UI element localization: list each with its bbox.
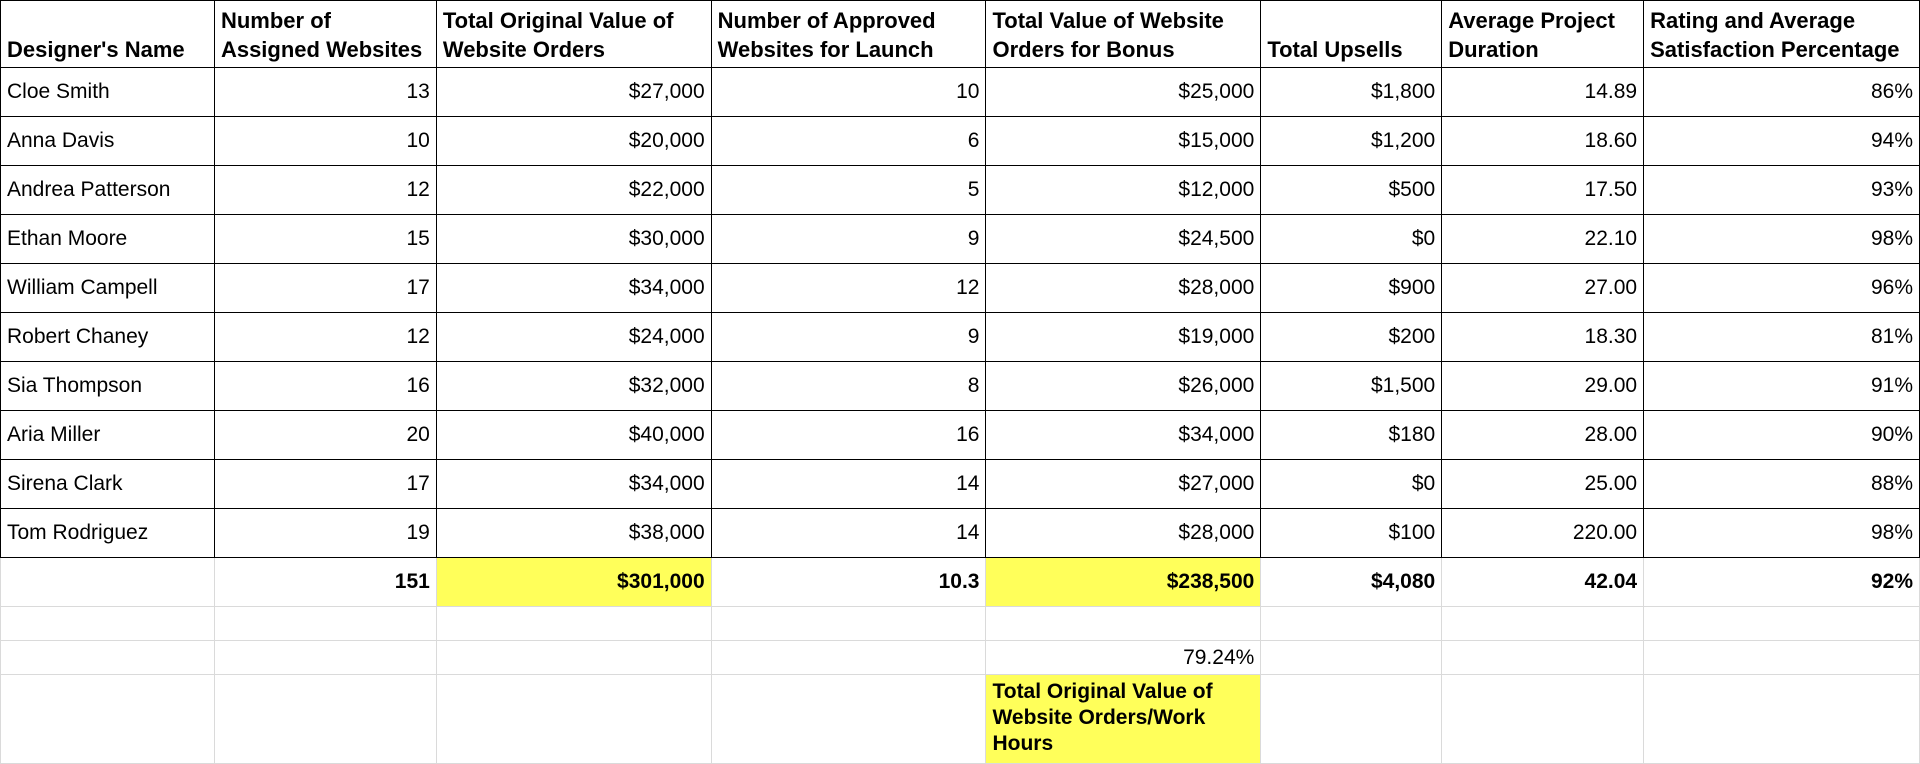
empty-cell[interactable] — [711, 675, 986, 764]
header-approved-websites[interactable]: Number of Approved Websites for Launch — [711, 1, 986, 68]
cell-bonus-value[interactable]: $34,000 — [986, 411, 1261, 460]
empty-cell[interactable] — [1644, 675, 1920, 764]
cell-total-upsells[interactable]: $180 — [1261, 411, 1442, 460]
table-row — [1, 313, 1920, 362]
cell-approved-websites[interactable]: 8 — [711, 362, 986, 411]
cell-avg-duration[interactable]: 22.10 — [1442, 215, 1644, 264]
header-row — [1, 1, 1920, 68]
cell-total-upsells[interactable]: $200 — [1261, 313, 1442, 362]
cell-approved-websites[interactable]: 10 — [711, 68, 986, 117]
total-assigned-websites[interactable]: 151 — [214, 558, 436, 607]
table-row — [1, 362, 1920, 411]
cell-assigned-websites[interactable]: 15 — [214, 215, 436, 264]
cell-assigned-websites[interactable]: 13 — [214, 68, 436, 117]
cell-satisfaction[interactable]: 98% — [1644, 509, 1920, 558]
cell-avg-duration[interactable]: 28.00 — [1442, 411, 1644, 460]
cell-total-upsells[interactable]: $500 — [1261, 166, 1442, 215]
cell-avg-duration[interactable]: 14.89 — [1442, 68, 1644, 117]
table-row — [1, 117, 1920, 166]
cell-designer-name[interactable]: Aria Miller — [1, 411, 215, 460]
cell-bonus-value[interactable]: $26,000 — [986, 362, 1261, 411]
cell-designer-name[interactable]: Cloe Smith — [1, 68, 215, 117]
cell-assigned-websites[interactable]: 16 — [214, 362, 436, 411]
cell-assigned-websites[interactable]: 10 — [214, 117, 436, 166]
cell-original-value[interactable]: $27,000 — [436, 68, 711, 117]
cell-designer-name[interactable]: Anna Davis — [1, 117, 215, 166]
cell-bonus-value[interactable]: $19,000 — [986, 313, 1261, 362]
cell-approved-websites[interactable]: 12 — [711, 264, 986, 313]
table-row — [1, 166, 1920, 215]
cell-assigned-websites[interactable]: 12 — [214, 313, 436, 362]
cell-assigned-websites[interactable]: 20 — [214, 411, 436, 460]
empty-cell[interactable] — [436, 641, 711, 675]
ratio-label-cell[interactable]: Total Original Value of Website Orders/Work Hours — [986, 675, 1261, 764]
cell-original-value[interactable]: $32,000 — [436, 362, 711, 411]
header-original-value[interactable]: Total Original Value of Website Orders — [436, 1, 711, 68]
cell-approved-websites[interactable]: 5 — [711, 166, 986, 215]
empty-cell[interactable] — [1644, 641, 1920, 675]
cell-assigned-websites[interactable]: 12 — [214, 166, 436, 215]
cell-original-value[interactable]: $30,000 — [436, 215, 711, 264]
cell-avg-duration[interactable]: 29.00 — [1442, 362, 1644, 411]
cell-avg-duration[interactable]: 18.30 — [1442, 313, 1644, 362]
cell-designer-name[interactable]: William Campell — [1, 264, 215, 313]
cell-designer-name[interactable]: Tom Rodriguez — [1, 509, 215, 558]
cell-avg-duration[interactable]: 18.60 — [1442, 117, 1644, 166]
cell-satisfaction[interactable]: 88% — [1644, 460, 1920, 509]
total-label-cell[interactable] — [1, 558, 215, 607]
empty-cell[interactable] — [436, 675, 711, 764]
cell-designer-name[interactable]: Robert Chaney — [1, 313, 215, 362]
table-row — [1, 460, 1920, 509]
table-row — [1, 509, 1920, 558]
cell-total-upsells[interactable]: $0 — [1261, 460, 1442, 509]
empty-cell[interactable] — [214, 675, 436, 764]
cell-satisfaction[interactable]: 93% — [1644, 166, 1920, 215]
empty-cell[interactable] — [711, 607, 986, 641]
cell-approved-websites[interactable]: 16 — [711, 411, 986, 460]
header-satisfaction[interactable]: Rating and Average Satisfaction Percentage — [1644, 1, 1920, 68]
cell-approved-websites[interactable]: 6 — [711, 117, 986, 166]
cell-original-value[interactable]: $38,000 — [436, 509, 711, 558]
empty-cell[interactable] — [436, 607, 711, 641]
cell-total-upsells[interactable]: $100 — [1261, 509, 1442, 558]
empty-row — [1, 607, 1920, 641]
empty-cell[interactable] — [1442, 641, 1644, 675]
total-upsells[interactable]: $4,080 — [1261, 558, 1442, 607]
cell-original-value[interactable]: $24,000 — [436, 313, 711, 362]
cell-total-upsells[interactable]: $1,500 — [1261, 362, 1442, 411]
empty-cell[interactable] — [214, 641, 436, 675]
cell-avg-duration[interactable]: 220.00 — [1442, 509, 1644, 558]
header-designer-name[interactable]: Designer's Name — [1, 1, 215, 68]
cell-total-upsells[interactable]: $0 — [1261, 215, 1442, 264]
empty-cell[interactable] — [214, 607, 436, 641]
cell-designer-name[interactable]: Sirena Clark — [1, 460, 215, 509]
empty-cell[interactable] — [1, 607, 215, 641]
cell-approved-websites[interactable]: 9 — [711, 215, 986, 264]
cell-bonus-value[interactable]: $24,500 — [986, 215, 1261, 264]
cell-assigned-websites[interactable]: 17 — [214, 264, 436, 313]
total-original-value[interactable]: $301,000 — [436, 558, 711, 607]
empty-cell[interactable] — [986, 607, 1261, 641]
empty-cell[interactable] — [1261, 675, 1442, 764]
cell-satisfaction[interactable]: 90% — [1644, 411, 1920, 460]
cell-satisfaction[interactable]: 96% — [1644, 264, 1920, 313]
cell-total-upsells[interactable]: $1,800 — [1261, 68, 1442, 117]
cell-satisfaction[interactable]: 91% — [1644, 362, 1920, 411]
cell-total-upsells[interactable]: $1,200 — [1261, 117, 1442, 166]
cell-bonus-value[interactable]: $12,000 — [986, 166, 1261, 215]
header-total-upsells[interactable]: Total Upsells — [1261, 1, 1442, 68]
cell-satisfaction[interactable]: 98% — [1644, 215, 1920, 264]
cell-avg-duration[interactable]: 25.00 — [1442, 460, 1644, 509]
header-avg-duration[interactable]: Average Project Duration — [1442, 1, 1644, 68]
table-row — [1, 411, 1920, 460]
total-satisfaction[interactable]: 92% — [1644, 558, 1920, 607]
ratio-label-row — [1, 675, 1920, 764]
cell-original-value[interactable]: $20,000 — [436, 117, 711, 166]
totals-row — [1, 558, 1920, 607]
cell-total-upsells[interactable]: $900 — [1261, 264, 1442, 313]
empty-cell[interactable] — [1, 641, 215, 675]
empty-cell[interactable] — [1644, 607, 1920, 641]
cell-avg-duration[interactable]: 27.00 — [1442, 264, 1644, 313]
cell-designer-name[interactable]: Ethan Moore — [1, 215, 215, 264]
cell-bonus-value[interactable]: $27,000 — [986, 460, 1261, 509]
cell-bonus-value[interactable]: $25,000 — [986, 68, 1261, 117]
cell-assigned-websites[interactable]: 19 — [214, 509, 436, 558]
empty-cell[interactable] — [1, 675, 215, 764]
total-approved-websites[interactable]: 10.3 — [711, 558, 986, 607]
empty-cell[interactable] — [1442, 675, 1644, 764]
header-bonus-value[interactable]: Total Value of Website Orders for Bonus — [986, 1, 1261, 68]
cell-original-value[interactable]: $34,000 — [436, 264, 711, 313]
cell-bonus-value[interactable]: $28,000 — [986, 509, 1261, 558]
cell-approved-websites[interactable]: 14 — [711, 509, 986, 558]
total-avg-duration[interactable]: 42.04 — [1442, 558, 1644, 607]
table-row — [1, 264, 1920, 313]
cell-original-value[interactable]: $22,000 — [436, 166, 711, 215]
empty-cell[interactable] — [1261, 607, 1442, 641]
empty-cell[interactable] — [711, 641, 986, 675]
ratio-row — [1, 641, 1920, 675]
cell-satisfaction[interactable]: 81% — [1644, 313, 1920, 362]
cell-avg-duration[interactable]: 17.50 — [1442, 166, 1644, 215]
cell-bonus-value[interactable]: $15,000 — [986, 117, 1261, 166]
cell-satisfaction[interactable]: 86% — [1644, 68, 1920, 117]
empty-cell[interactable] — [1261, 641, 1442, 675]
cell-designer-name[interactable]: Andrea Patterson — [1, 166, 215, 215]
table-row — [1, 215, 1920, 264]
table-row — [1, 68, 1920, 117]
empty-cell[interactable] — [1442, 607, 1644, 641]
cell-assigned-websites[interactable]: 17 — [214, 460, 436, 509]
cell-designer-name[interactable]: Sia Thompson — [1, 362, 215, 411]
cell-original-value[interactable]: $40,000 — [436, 411, 711, 460]
cell-original-value[interactable]: $34,000 — [436, 460, 711, 509]
header-assigned-websites[interactable]: Number of Assigned Websites — [214, 1, 436, 68]
total-bonus-value[interactable]: $238,500 — [986, 558, 1261, 607]
cell-satisfaction[interactable]: 94% — [1644, 117, 1920, 166]
cell-bonus-value[interactable]: $28,000 — [986, 264, 1261, 313]
cell-approved-websites[interactable]: 14 — [711, 460, 986, 509]
ratio-value-cell[interactable]: 79.24% — [986, 641, 1261, 675]
cell-approved-websites[interactable]: 9 — [711, 313, 986, 362]
